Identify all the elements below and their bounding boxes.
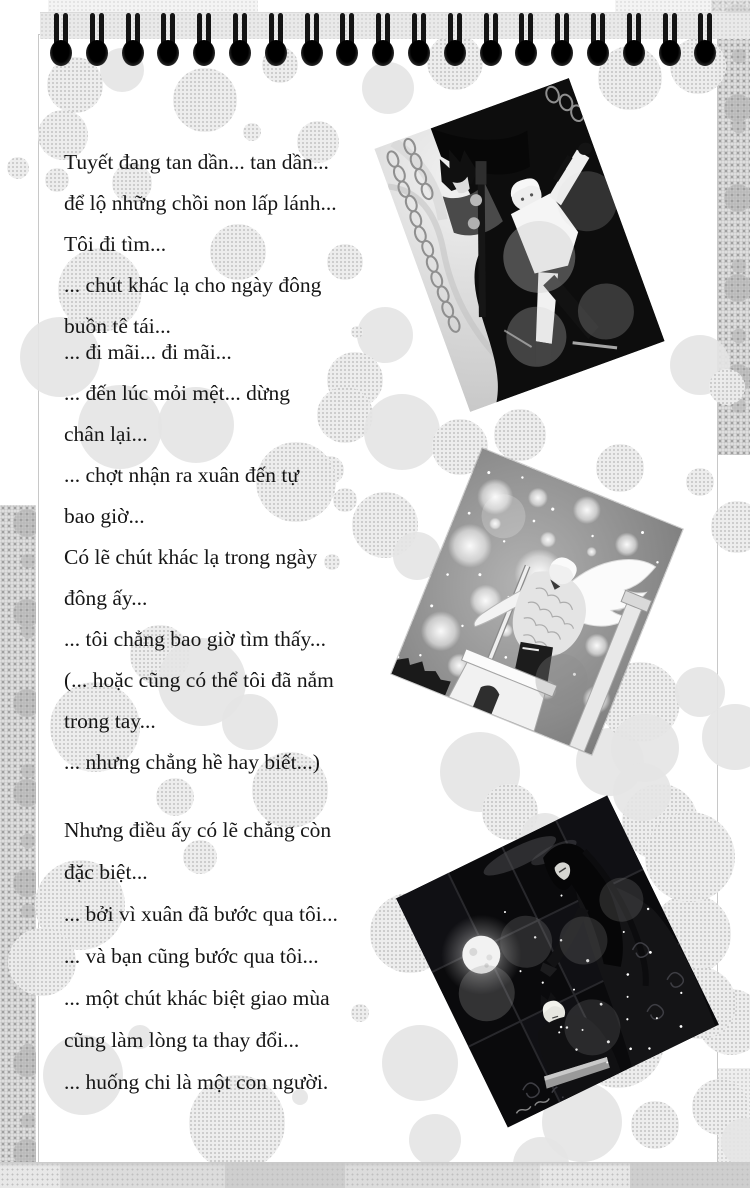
bokeh-circle [364, 394, 440, 470]
poem-line: trong tay... [64, 709, 156, 733]
spiral-ring-icon [232, 13, 249, 65]
poem-line: ... tôi chẳng bao giờ tìm thấy... [64, 627, 326, 651]
poem-line: Tôi đi tìm... [64, 232, 167, 256]
bokeh-circle [243, 123, 261, 141]
poem-line: ... bởi vì xuân đã bước qua tôi... [64, 902, 338, 926]
poem-line: ... một chút khác biệt giao mùa [64, 986, 330, 1010]
poem-line: ... nhưng chẳng hề hay biết...) [64, 750, 320, 774]
left-edge-texture [0, 505, 36, 1188]
binding-strip [40, 12, 750, 39]
bokeh-circle [362, 62, 414, 114]
poem-line: (... hoặc cũng có thể tôi đã nắm [64, 668, 334, 692]
poem-line: đông ấy... [64, 586, 148, 610]
bokeh-circle [409, 1114, 461, 1166]
spiral-ring-icon [697, 13, 714, 65]
spiral-ring-icon [339, 13, 356, 65]
bokeh-circle [333, 488, 357, 512]
spiral-ring-icon [626, 13, 643, 65]
bokeh-circle [631, 1101, 679, 1149]
poem-line: ... và bạn cũng bước qua tôi... [64, 944, 319, 968]
spiral-ring-icon [590, 13, 607, 65]
poem-line: ... đến lúc mỏi mệt... dừng [64, 381, 291, 405]
poem-line: ... đi mãi... đi mãi... [64, 340, 232, 364]
bokeh-circle [686, 468, 714, 496]
poem-line: ... huống chi là một con người. [64, 1070, 329, 1094]
spiral-ring-icon [518, 13, 535, 65]
spiral-ring-icon [662, 13, 679, 65]
bokeh-circle [351, 326, 363, 338]
poem-line: chân lại... [64, 422, 148, 446]
bokeh-circle [494, 409, 546, 461]
bokeh-circle [645, 812, 735, 902]
spiral-ring-icon [268, 13, 285, 65]
spiral-ring-icon [125, 13, 142, 65]
poem-line: Nhưng điều ấy có lẽ chẳng còn [64, 818, 332, 842]
poem-line: ... chợt nhận ra xuân đến tự [64, 463, 299, 487]
poem-line: bao giờ... [64, 504, 145, 528]
poem-line: Tuyết đang tan dần... tan dần... [64, 150, 329, 174]
spiral-ring-icon [447, 13, 464, 65]
spiral-ring-icon [411, 13, 428, 65]
bokeh-circle [7, 157, 29, 179]
spiral-ring-icon [483, 13, 500, 65]
poem-line: đặc biệt... [64, 860, 148, 884]
spiral-ring-icon [554, 13, 571, 65]
bokeh-circle [173, 68, 237, 132]
poem-stanza-1 [64, 142, 337, 783]
spiral-ring-icon [375, 13, 392, 65]
bokeh-circle [351, 1004, 369, 1022]
bokeh-circle [382, 1025, 458, 1101]
poem-line: ... chút khác lạ cho ngày đông [64, 273, 322, 297]
bokeh-circle [596, 444, 644, 492]
spiral-ring-icon [196, 13, 213, 65]
poem-line: Có lẽ chút khác lạ trong ngày [64, 545, 318, 569]
spiral-ring-icon [53, 13, 70, 65]
bokeh-circle [709, 369, 745, 405]
poem-line: cũng làm lòng ta thay đổi... [64, 1028, 300, 1052]
poem-stanza-2 [64, 809, 338, 1103]
spiral-ring-icon [160, 13, 177, 65]
bokeh-circle [613, 763, 671, 821]
spiral-ring-icon [89, 13, 106, 65]
bottom-edge-texture [0, 1162, 750, 1188]
spiral-ring-icon [304, 13, 321, 65]
poem-line: để lộ những chồi non lấp lánh... [64, 191, 337, 215]
poem-line: buồn tê tái... [64, 314, 171, 338]
